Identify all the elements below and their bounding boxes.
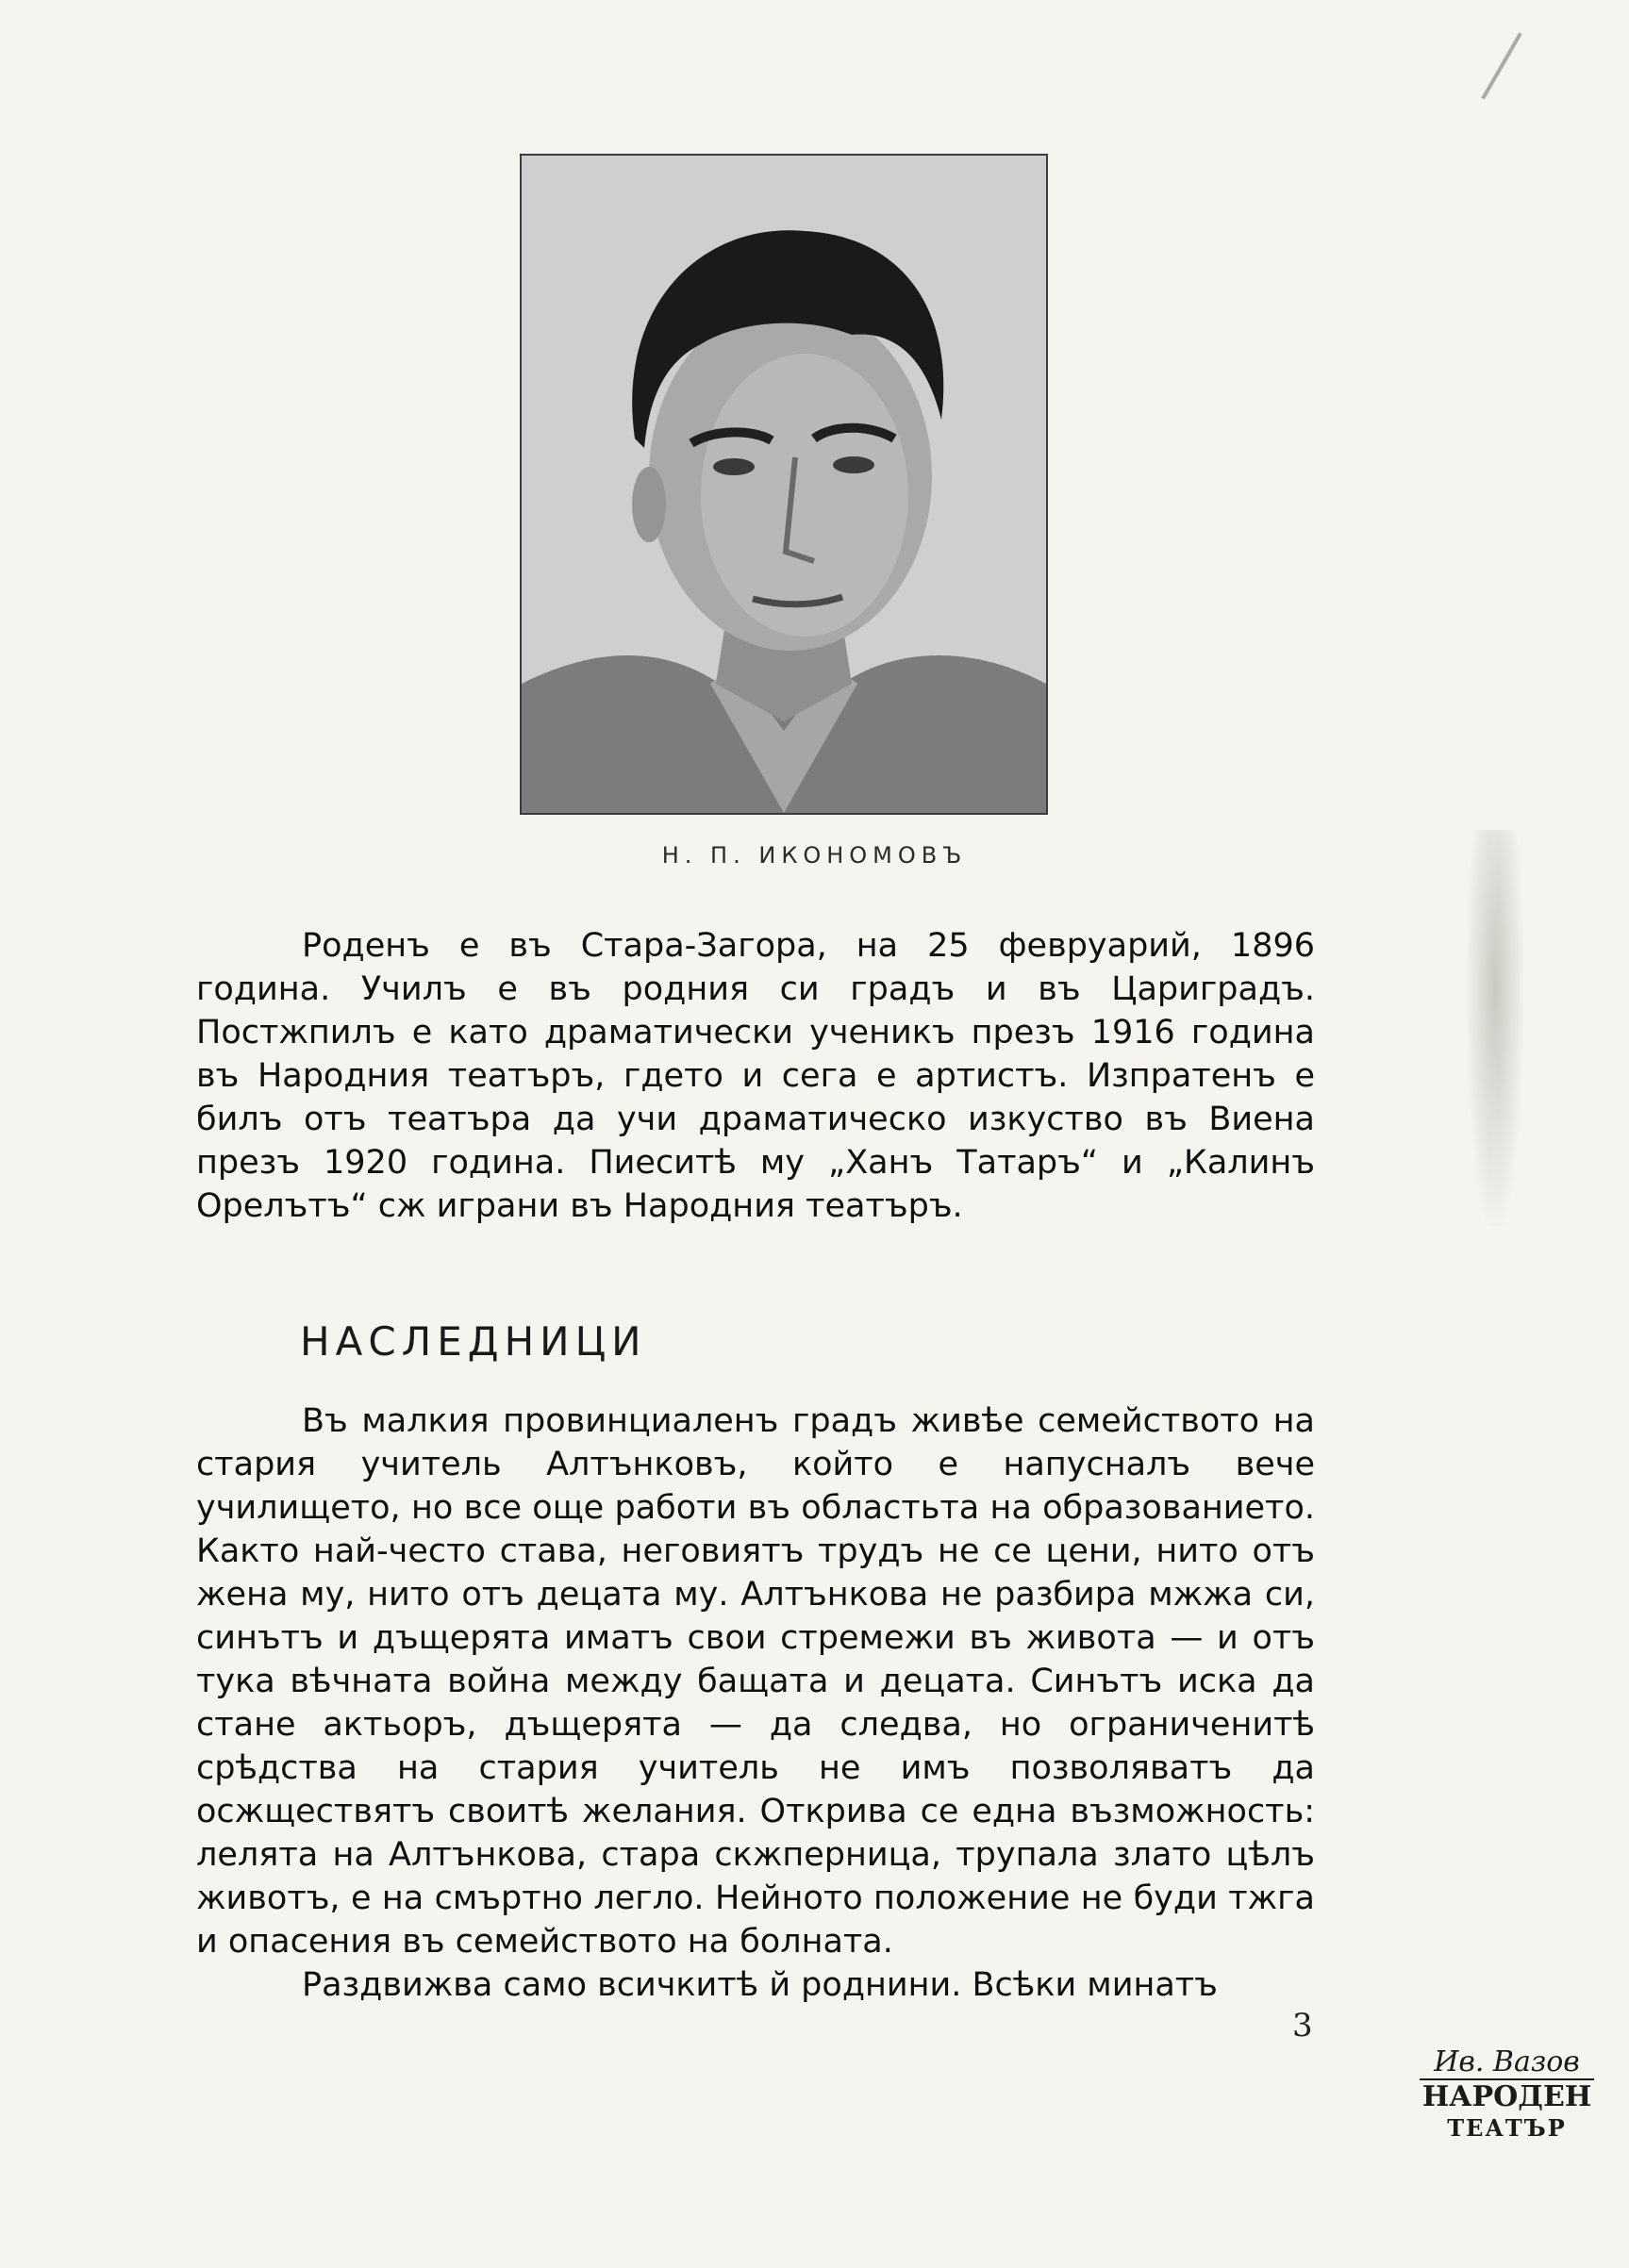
- biography-paragraph: Роденъ е въ Стара-Загора, на 25 февруарий, 1896 година. Училъ е въ родния си градъ и въ Цариградъ. Постжпилъ е като драматически ученикъ презъ 1916 година въ Народния театъръ, гдето и сега е артистъ. Изпратенъ е билъ отъ театъра да учи драматическо изкуство въ Виена презъ 1920 година. Пиеситѣ му „Ханъ Татаръ“ и „Калинъ Орелътъ“ сж играни въ Народния театъръ.: [196, 927, 1315, 1225]
- stamp-signature: Ив. Вазов: [1434, 2045, 1580, 2078]
- play-title: НАСЛЕДНИЦИ: [300, 1318, 647, 1365]
- paper-smudge: [1467, 830, 1523, 1226]
- theatre-stamp: [1420, 2046, 1594, 2160]
- scan-mark: [1481, 32, 1521, 99]
- portrait-caption: Н. П. ИКОНОМОВЪ: [661, 842, 968, 869]
- synopsis-paragraph-2: Раздвижва само всичкитѣ й роднини. Всѣки минатъ: [302, 1966, 1218, 2004]
- stamp-line-1: НАРОДЕН: [1420, 2078, 1594, 2114]
- portrait-photo: [520, 154, 1048, 815]
- synopsis-paragraph-1: Въ малкия провинциаленъ градъ живѣе семейството на стария учитель Алтънковъ, който е напусналъ вече училището, но все още работи въ областьта на образованието. Както най-често става, неговиятъ трудъ не се цени, нито отъ жена му, нито отъ децата му. Алтънкова не разбира мжжа си, синътъ и дъщерята иматъ свои стремежи въ живота — и отъ тука вѣчната война между бащата и децата. Синътъ иска да стане актьоръ, дъщерята — да следва, но ограниченитѣ срѣдства на стария учитель не имъ позволяватъ да осжществятъ своитѣ желания. Открива се една възможность: лелята на Алтънкова, стара скжперница, трупала злато цѣлъ животъ, е на смъртно легло. Нейното положение не буди тжга и опасения въ семейството на болната.: [196, 1402, 1315, 1961]
- stamp-line-2: ТЕАТЪР: [1447, 2114, 1567, 2142]
- page-number: 3: [1292, 2007, 1313, 2045]
- biography-section: [196, 924, 1315, 1228]
- portrait-image: [522, 156, 1046, 813]
- synopsis-section: [196, 1399, 1315, 2007]
